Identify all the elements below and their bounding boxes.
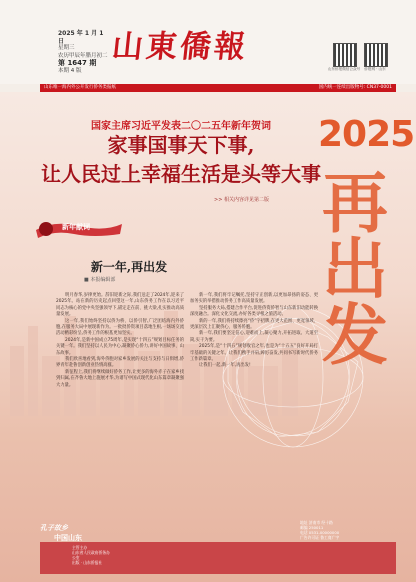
issue-suffix: 期: [89, 59, 97, 67]
paragraph: 新一年,我们要坚定信心,迎难而上,凝心聚力,开拓进取。大道至简,实干为要。: [190, 331, 318, 343]
paragraph: 让我们一起,新一年,再出发!: [199, 363, 251, 369]
big-character: 再: [322, 164, 388, 242]
weekday: 星期三: [58, 45, 75, 51]
slogan: 山东唯一海内外公开发行侨务类报纸: [44, 85, 116, 90]
tagline-1: 孔子故乡: [40, 524, 68, 532]
paragraph: 新的一年,我们将持续擦亮“侨”字招牌,在更大范围、更宽领域、更深层次上汇聚侨心、服务侨胞。: [190, 318, 318, 331]
page-count: 本期 4 版: [58, 67, 82, 74]
paragraph: 明月春华,岁律更始。辞旧迎新之际,我们送走了2024年,迎来了2025年。站在新的历史起点回望这一年,山东侨务工作在以习近平同志为核心的党中央坚强领导下,锚定走在前、挑大梁,扎实推动高质量发展。: [56, 293, 184, 318]
qr-caption: 山东侨报微信公众号: [327, 67, 361, 71]
issue-date: 2025 年 1 月 1 日: [58, 30, 104, 45]
publisher-line: 主管主办: [72, 545, 88, 550]
tagline-2: 中国山东: [54, 534, 82, 542]
article-title: 新一年,再出发: [90, 260, 168, 274]
issue-info: [58, 30, 110, 75]
paragraph: 新一年,我们将牢记嘱托,坚持守正创新,以更加昂扬的姿态、更加务实的举措推动侨务工作高质量发展。: [190, 293, 318, 305]
paragraph: 2024年,是新中国成立75周年,是实现“十四五”规划目标任务的关键一年。我们坚持以人民为中心,凝聚侨心侨力,讲好中国故事、山东故事。: [56, 337, 184, 356]
publication-number: 国内统一连续出版物号: CN37-0001: [318, 85, 392, 90]
issue-number: [58, 60, 110, 68]
qr-caption: 侨报网 · 山东: [364, 67, 386, 71]
qr-code-icon: [364, 43, 388, 67]
contact-line: 电话 0531-00000000: [300, 530, 340, 535]
paragraph: 我们欣喜地看到,海外侨胞对家乡发展的关注与支持与日俱增,侨界青年赴鲁创新创业热情高涨。: [56, 357, 184, 369]
big-character: 发: [322, 296, 388, 374]
masthead-red-bar: [40, 84, 396, 92]
paragraph: 2025年,是“十四五”规划收官之年,也是为“十五五”良好开局打牢基础的关键之年。让我们携手并肩,踔厉奋发,共同书写新时代侨务工作新篇章。: [190, 344, 318, 363]
article-byline: ■ 本报编辑部: [84, 277, 116, 283]
contact-line: 广告许可证 鲁工商广字: [300, 535, 340, 540]
related-content-link[interactable]: >> 相关内容详见第二版: [214, 197, 269, 203]
issue-no: 1647: [67, 59, 87, 67]
publisher-info: [72, 545, 112, 565]
publisher-line: 山东省人民政府侨务办公室: [72, 550, 110, 560]
ribbon-label: 新年献词: [62, 223, 90, 231]
masthead: [0, 0, 416, 84]
article-column-2: [190, 293, 318, 370]
year-watermark: 2025: [318, 114, 415, 155]
paragraph: 新征程上,我们将继续做好侨务工作,让更多的海外赤子在家乡找到归属,在齐鲁大地上施展才华,为谱写中国式现代化山东篇章凝聚强大力量。: [56, 369, 184, 388]
qr-code-icon: [333, 43, 357, 67]
big-character: 出: [322, 230, 388, 308]
contact-line: 邮编 250011: [300, 525, 324, 530]
main-headline-line2: 让人民过上幸福生活是头等大事: [41, 162, 321, 186]
contact-line: 地址 济南市 经十路: [300, 520, 333, 525]
headline-kicker: 国家主席习近平发表二〇二五年新年贺词: [91, 121, 271, 132]
newspaper-logo: 山東僑報: [110, 29, 250, 65]
publisher-line: 出版 · 山东侨报社: [72, 560, 103, 565]
issue-label: 第: [58, 59, 65, 67]
lunar-date: 农历甲辰年腊月初二: [58, 52, 108, 59]
main-headline-line1: 家事国事天下事,: [107, 133, 255, 157]
contact-info: [300, 520, 396, 540]
paragraph: 坚持服务大局,搭建合作平台,促进侨资侨智与山东新旧动能转换深度融合。深化文化交流,办好各类寻根之旅活动。: [190, 305, 318, 318]
article-column-1: [56, 293, 184, 389]
paragraph: 这一年,我们始终坚持以侨为桥、以侨引智,广泛团结海内外侨胞,在服务大局中展现新作为。一批批侨资项目落地生根,一场场交流活动精彩纷呈,侨务工作的根基更加坚实。: [56, 318, 184, 337]
province-tagline: [40, 523, 120, 543]
